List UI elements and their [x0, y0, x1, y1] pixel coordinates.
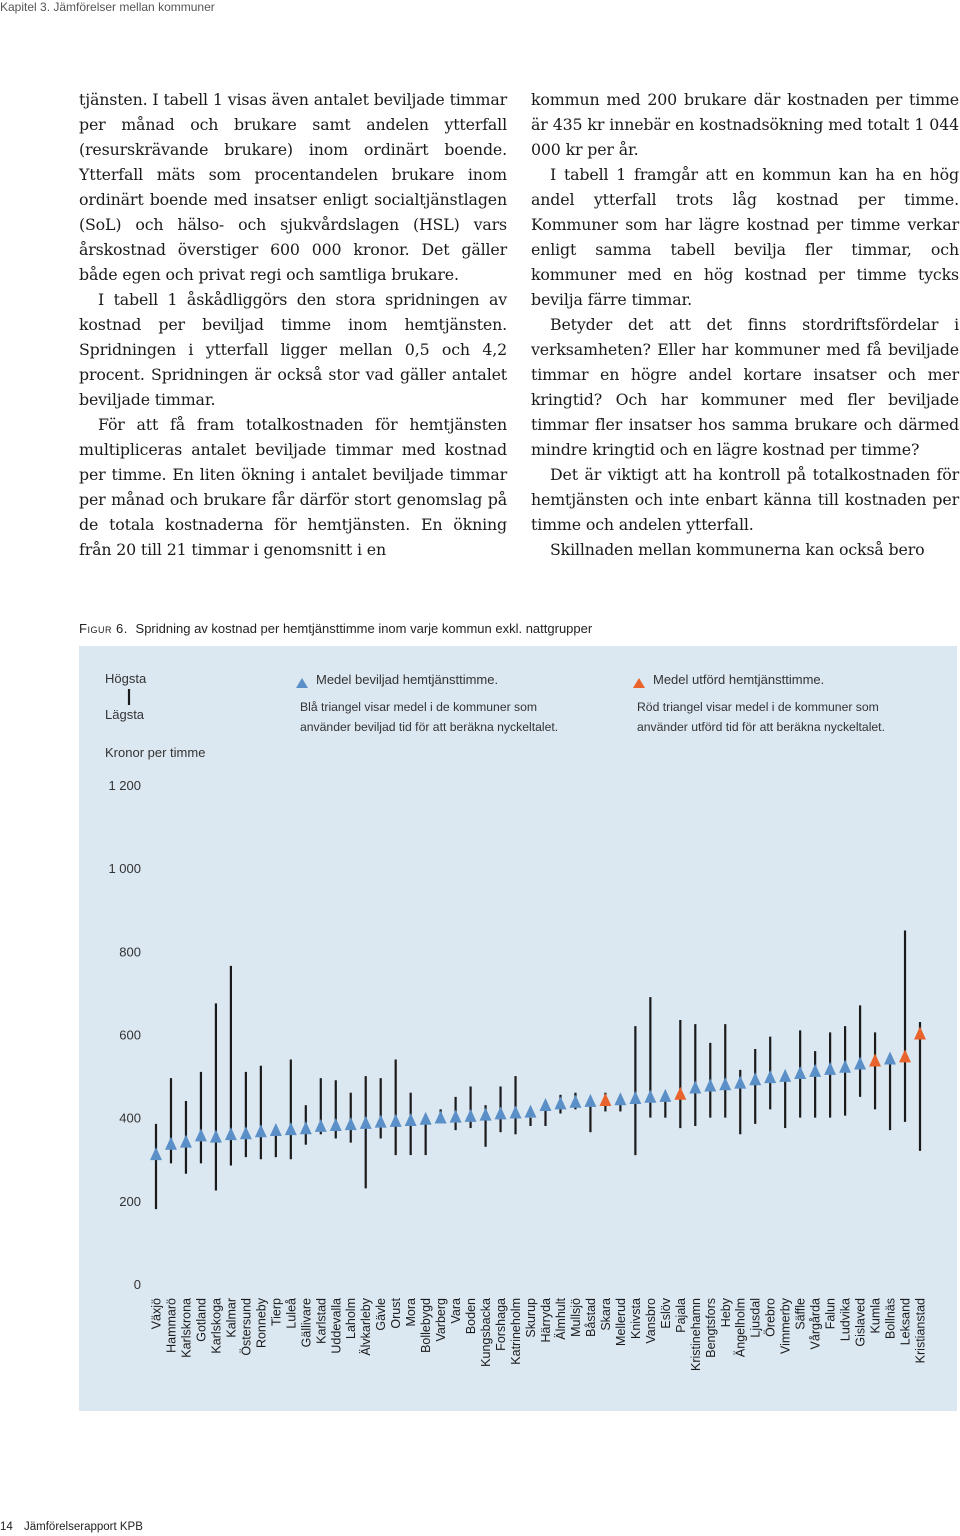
mean-marker-blue: [539, 1098, 551, 1111]
mean-marker-blue: [794, 1066, 806, 1079]
figure-label: Figur 6.: [79, 621, 128, 636]
mean-marker-blue: [150, 1147, 162, 1160]
mean-marker-blue: [659, 1089, 671, 1102]
mean-marker-blue: [165, 1137, 177, 1150]
x-tick-label: Kristianstad: [913, 1298, 928, 1364]
mean-marker-blue: [420, 1112, 432, 1125]
y-tick-label: 600: [119, 1027, 141, 1043]
mean-marker-blue: [210, 1130, 222, 1143]
mean-marker-blue: [749, 1072, 761, 1085]
x-tick-label: Vansbro: [643, 1298, 658, 1344]
x-tick-label: Älmhult: [553, 1298, 568, 1340]
mean-marker-blue: [495, 1106, 507, 1119]
mean-marker-blue: [285, 1122, 297, 1135]
x-tick-label: Laholm: [344, 1298, 359, 1339]
blue-triangle-icon: [296, 678, 308, 688]
legend-high-label: Högsta: [105, 671, 147, 686]
mean-marker-blue: [629, 1091, 641, 1104]
x-tick-label: Karlskrona: [179, 1298, 194, 1358]
mean-marker-red: [899, 1049, 911, 1062]
x-tick-label: Varberg: [434, 1298, 449, 1342]
x-tick-label: Gotland: [194, 1298, 209, 1342]
x-tick-label: Karlstad: [314, 1298, 329, 1344]
mean-marker-blue: [525, 1105, 537, 1118]
paragraph: Betyder det att det finns stordriftsfördelar i verksamheten? Eller har kommuner med få beviljade timmar en högre andel kortare insatser och mer kringtid? Och har kommuner med fler beviljade timmar fler insatser hos samma brukare och därmed mindre kringtid och en lägre kostnad per timme?: [531, 315, 959, 459]
paragraph: Skillnaden mellan kommunerna kan också bero: [550, 540, 925, 559]
x-tick-label: Gävle: [374, 1298, 389, 1331]
y-tick-label: 400: [119, 1110, 141, 1126]
x-tick-label: Kumla: [868, 1298, 883, 1334]
x-tick-label: Pajala: [673, 1298, 688, 1333]
mean-marker-blue: [375, 1115, 387, 1128]
chart-panel: [79, 646, 957, 1411]
paragraph: tjänsten. I tabell 1 visas även antalet beviljade timmar per månad och brukare samt andelen ytterfall (resurskrävande brukare) inom ordinärt boende. Ytterfall mäts som procentandelen brukare inom ordinärt boende med insatser enligt socialtjänstlagen (SoL) och hälso- och sjukvårdslagen (HSL) vars årskostnad överstiger 600 000 kronor. Det gäller både egen och privat regi och samtliga brukare.: [79, 90, 507, 284]
figure-caption: [79, 621, 939, 636]
mean-marker-blue: [465, 1109, 477, 1122]
mean-marker-blue: [240, 1126, 252, 1139]
mean-marker-blue: [480, 1108, 492, 1121]
x-tick-label: Vimmerby: [778, 1298, 793, 1355]
mean-marker-blue: [315, 1119, 327, 1132]
mean-marker-blue: [360, 1116, 372, 1129]
mean-marker-red: [914, 1027, 926, 1040]
x-tick-label: Vara: [449, 1298, 464, 1324]
mean-marker-blue: [345, 1117, 357, 1130]
x-tick-label: Kalmar: [224, 1298, 239, 1338]
mean-marker-blue: [824, 1062, 836, 1075]
legend-marker-note: Blå triangel visar medel i de kommuner som använder beviljad tid för att beräkna nyckeltalet.: [300, 700, 559, 734]
range-chart: [79, 646, 957, 1411]
mean-marker-blue: [195, 1128, 207, 1141]
x-tick-label: Kristinehamn: [688, 1298, 703, 1371]
mean-marker-blue: [554, 1096, 566, 1109]
x-tick-label: Härryda: [538, 1298, 553, 1343]
x-tick-label: Orust: [389, 1298, 404, 1329]
paragraph: För att få fram totalkostnaden för hemtjänsten multipliceras antalet beviljade timmar med kostnad per timme. En liten ökning i antalet beviljade timmar per månad och brukare får därför stort genomslag på de totala kostnaderna för hemtjänsten. En ökning från 20 till 21 timmar i genomsnitt i en: [79, 415, 507, 559]
red-triangle-icon: [633, 678, 645, 688]
mean-marker-blue: [734, 1076, 746, 1089]
body-column-right: [531, 87, 959, 562]
mean-marker-blue: [854, 1056, 866, 1069]
x-tick-label: Uddevalla: [329, 1298, 344, 1354]
x-tick-label: Mora: [404, 1298, 419, 1327]
mean-marker-blue: [614, 1092, 626, 1105]
mean-marker-blue: [435, 1110, 447, 1123]
page-footer: [0, 1521, 300, 1535]
mean-marker-blue: [644, 1090, 656, 1103]
x-tick-label: Falun: [823, 1298, 838, 1330]
mean-marker-blue: [300, 1121, 312, 1134]
x-tick-label: Kungsbacka: [479, 1298, 494, 1367]
mean-marker-blue: [689, 1081, 701, 1094]
x-tick-label: Skara: [598, 1298, 613, 1331]
x-tick-label: Katrineholm: [509, 1298, 524, 1365]
running-head: Kapitel 3. Jämförelser mellan kommuner: [0, 0, 215, 14]
paragraph: I tabell 1 åskådliggörs den stora spridningen av kostnad per beviljad timme inom hemtjänsten. Spridningen i ytterfall ligger mellan 0,5 och 4,2 procent. Spridningen är också stor vad gäller antalet beviljade timmar.: [79, 290, 507, 409]
mean-marker-red: [674, 1087, 686, 1100]
legend-marker-label: Medel utförd hemtjänsttimme.: [653, 672, 825, 687]
x-tick-label: Vårgårda: [808, 1298, 823, 1350]
publication-title: Jämförelserapport KPB: [24, 1521, 143, 1533]
y-axis-label: Kronor per timme: [105, 745, 206, 760]
legend-marker-note: Röd triangel visar medel i de kommuner som använder utförd tid för att beräkna nyckeltalet.: [637, 700, 885, 734]
figure-caption-text: Spridning av kostnad per hemtjänsttimme inom varje kommun exkl. nattgrupper: [135, 621, 593, 636]
y-tick-label: 1 200: [108, 778, 141, 793]
x-tick-label: Älvkarleby: [359, 1298, 374, 1356]
mean-marker-blue: [719, 1077, 731, 1090]
y-tick-label: 1 000: [108, 861, 141, 877]
x-tick-label: Forshaga: [494, 1298, 509, 1351]
x-tick-label: Mellerud: [613, 1298, 628, 1346]
x-tick-label: Mullsjö: [568, 1298, 583, 1337]
paragraph: Det är viktigt att ha kontroll på totalkostnaden för hemtjänsten och inte enbart känna till kostnaden per timme och andelen ytterfall.: [531, 465, 959, 534]
mean-marker-blue: [225, 1127, 237, 1140]
legend-marker-label: Medel beviljad hemtjänsttimme.: [316, 672, 499, 687]
mean-marker-blue: [584, 1094, 596, 1107]
mean-marker-blue: [255, 1124, 267, 1137]
x-tick-label: Båstad: [583, 1298, 598, 1337]
y-tick-label: 0: [133, 1277, 141, 1292]
body-column-left: [79, 87, 507, 562]
x-tick-label: Bengtsfors: [703, 1298, 718, 1358]
x-tick-label: Skurup: [524, 1298, 539, 1338]
x-tick-label: Eslöv: [658, 1298, 673, 1329]
mean-marker-blue: [884, 1051, 896, 1064]
mean-marker-red: [869, 1054, 881, 1067]
x-tick-label: Ljusdal: [748, 1298, 763, 1338]
x-tick-label: Växjö: [149, 1298, 164, 1330]
mean-marker-blue: [405, 1113, 417, 1126]
x-tick-label: Gislaved: [853, 1298, 868, 1347]
legend-low-label: Lägsta: [105, 707, 145, 722]
mean-marker-blue: [180, 1135, 192, 1148]
mean-marker-blue: [330, 1118, 342, 1131]
x-tick-label: Karlskoga: [209, 1298, 224, 1354]
mean-marker-blue: [390, 1114, 402, 1127]
x-tick-label: Ronneby: [254, 1298, 269, 1349]
x-tick-label: Östersund: [239, 1298, 254, 1356]
x-tick-label: Ängelholm: [733, 1298, 748, 1358]
mean-marker-blue: [809, 1064, 821, 1077]
x-tick-label: Boden: [464, 1298, 479, 1335]
x-tick-label: Luleå: [284, 1298, 299, 1329]
mean-marker-blue: [450, 1110, 462, 1123]
paragraph: kommun med 200 brukare där kostnaden per timme är 435 kr innebär en kostnadsökning med totalt 1 044 000 kr per år.: [531, 90, 959, 159]
x-tick-label: Säffle: [793, 1298, 808, 1330]
x-tick-label: Knivsta: [628, 1298, 643, 1339]
x-tick-label: Örebro: [763, 1298, 778, 1337]
mean-marker-blue: [839, 1060, 851, 1073]
page-number: 14: [0, 1521, 13, 1533]
x-tick-label: Bollebygd: [419, 1298, 434, 1353]
x-tick-label: Leksand: [898, 1298, 913, 1346]
mean-marker-blue: [270, 1123, 282, 1136]
paragraph: I tabell 1 framgår att en kommun kan ha en hög andel ytterfall trots låg kostnad per timme. Kommuner som har lägre kostnad per timme verkar enligt samma tabell bevilja fler timmar, och kommuner med en hög kostnad per timme tycks bevilja färre timmar.: [531, 165, 959, 309]
mean-marker-blue: [704, 1078, 716, 1091]
x-tick-label: Heby: [718, 1298, 733, 1328]
x-tick-label: Bollnäs: [883, 1298, 898, 1339]
x-tick-label: Hammarö: [164, 1298, 179, 1353]
mean-marker-red: [599, 1093, 611, 1106]
y-tick-label: 200: [119, 1193, 141, 1209]
mean-marker-blue: [510, 1106, 522, 1119]
x-tick-label: Gällivare: [299, 1298, 314, 1348]
mean-marker-blue: [569, 1095, 581, 1108]
x-tick-label: Ludvika: [838, 1298, 853, 1342]
x-tick-label: Tierp: [269, 1298, 284, 1327]
mean-marker-blue: [764, 1070, 776, 1083]
y-tick-label: 800: [119, 944, 141, 960]
mean-marker-blue: [779, 1069, 791, 1082]
